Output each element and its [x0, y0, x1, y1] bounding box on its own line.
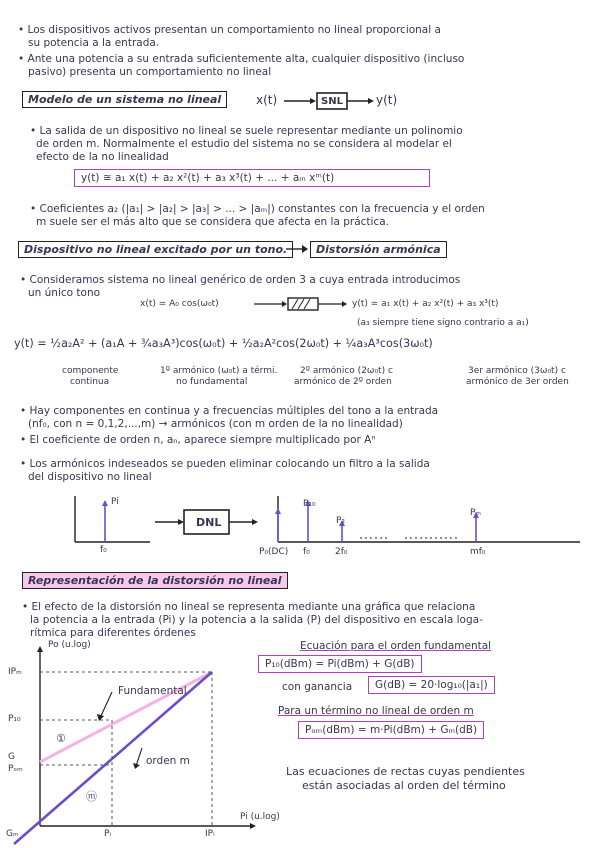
model-p1: • La salida de un dispositivo no lineal se suele representar mediante un polinomio: [30, 125, 463, 137]
spec-in-f: f₀: [100, 545, 107, 555]
harmonic-heading: Distorsión armónica: [310, 241, 447, 258]
tone-b4: • Los armónicos indeseados se pueden eliminar colocando un filtro a la salida: [20, 458, 430, 470]
graph-gm-label: Gₘ: [6, 829, 19, 839]
nl-block-icon: [254, 296, 350, 312]
tone-p1: • Consideramos sistema no lineal genérico de orden 3 a cuya entrada introducimos: [20, 274, 461, 286]
eq-m-box: Pₒₘ(dBm) = m·Pi(dBm) + Gₘ(dB): [298, 721, 484, 739]
p-m-label: Pₘ: [470, 508, 482, 518]
eq-fund-title: Ecuación para el orden fundamental: [300, 640, 492, 652]
graph-g-label: G: [8, 752, 15, 762]
label-h1-a: 1º armónico (ω₀t) a térmi.: [160, 366, 278, 376]
tone-b3: • El coeficiente de orden n, aₙ, aparece siempre multiplicado por Aⁿ: [20, 434, 376, 446]
gain-label: con ganancia: [282, 681, 353, 693]
graph-y-axis: Po (u.log): [48, 640, 91, 650]
label-dc-b: continua: [70, 377, 110, 387]
graph-circle-m: ⓜ: [86, 790, 97, 803]
tone-b2: (nf₀, con n = 0,1,2,...,m) → armónicos (con m orden de la no linealidad): [28, 418, 403, 430]
f-1-label: f₀: [303, 547, 310, 557]
model-formula: y(t) ≅ a₁ x(t) + a₂ x²(t) + a₃ x³(t) + ... + aₘ xᵐ(t): [74, 169, 430, 187]
conclusion-2: están asociadas al orden del término: [302, 779, 506, 792]
label-h3-a: 3er armónico (3ω₀t) c: [468, 366, 566, 376]
intro-line-3: • Ante una potencia a su entrada suficientemente alta, cualquier dispositivo (incluso: [18, 53, 465, 65]
repr-p3: rítmica para diferentes órdenes: [30, 627, 196, 639]
intro-line-4: pasivo) presenta un comportamiento no lineal: [28, 66, 272, 78]
tone-b1: • Hay componentes en continua y a frecuencias múltiples del tono a la entrada: [20, 405, 439, 417]
model-heading: Modelo de un sistema no lineal: [22, 91, 227, 108]
label-h3-b: armónico de 3er orden: [466, 377, 569, 387]
graph-ip-label: IPₘ: [8, 667, 22, 677]
graph-ipi-label: IPᵢ: [205, 829, 215, 839]
snl-block-diagram: [284, 90, 444, 112]
repr-heading: Representación de la distorsión no lineal: [22, 572, 288, 589]
tone-b5: del dispositivo no lineal: [28, 471, 152, 483]
repr-p1: • El efecto de la distorsión no lineal se representa mediante una gráfica que relaciona: [22, 601, 476, 613]
intro-line-2: su potencia a la entrada.: [28, 37, 160, 49]
label-h1-b: no fundamental: [176, 377, 248, 387]
model-p2: de orden m. Normalmente el estudio del sistema no se considera al modelar el: [36, 138, 452, 150]
p-fund-label: P₁₀: [303, 499, 316, 509]
model-coef-1: • Coeficientes a₂ (|a₁| > |a₂| > |a₃| > ... > |aₘ|) constantes con la frecuencia y el orden: [30, 203, 485, 215]
gain-box: G(dB) = 20·log₁₀(|a₁|): [368, 676, 495, 694]
model-x-label: x(t): [256, 93, 278, 107]
tone-eq-out: y(t) = a₁ x(t) + a₂ x²(t) + a₃ x³(t): [352, 299, 499, 309]
model-coef-2: m suele ser el más alto que se considera que afecta en la práctica.: [36, 216, 389, 228]
tone-p2: un único tono: [28, 287, 101, 299]
tone-eq-in: x(t) = A₀ cos(ω₀t): [140, 299, 219, 309]
tone-big-formula: y(t) = ½a₂A² + (a₁A + ¾a₃A³)cos(ω₀t) + ½a₂A²cos(2ω₀t) + ¼a₃A³cos(3ω₀t): [14, 337, 433, 350]
label-h2-a: 2º armónico (2ω₀t) c: [300, 366, 393, 376]
f-2-label: 2f₀: [335, 547, 348, 557]
model-p3: efecto de la no linealidad: [36, 151, 169, 163]
graph-order-label: orden m: [146, 755, 190, 767]
graph-x-axis: Pi (u.log): [240, 812, 280, 822]
p-2-label: P₂: [336, 516, 346, 526]
spec-in-label: Pi: [111, 497, 119, 507]
arrow-icon: [284, 243, 310, 255]
conclusion-1: Las ecuaciones de rectas cuyas pendientes: [286, 765, 525, 778]
graph-fund-label: Fundamental: [118, 685, 187, 697]
graph-pi-label: Pᵢ: [104, 829, 112, 839]
graph-p10-label: P₁₀: [8, 714, 21, 724]
tone-note: (a₃ siempre tiene signo contrario a a₁): [357, 318, 529, 328]
distortion-graph: [0, 640, 270, 848]
intro-line-1: • Los dispositivos activos presentan un comportamiento no lineal proporcional a: [18, 24, 441, 36]
graph-pom-label: Pₒₘ: [8, 764, 23, 774]
eq-m-title: Para un término no lineal de orden m: [278, 705, 474, 717]
snl-label: SNL: [321, 96, 343, 107]
repr-p2: la potencia a la entrada (Pi) y la potencia a la salida (P) del dispositivo en escala loga-: [30, 614, 483, 626]
f-dc-label: P₀(DC): [259, 547, 289, 557]
dnl-label: DNL: [196, 516, 222, 529]
spectrum-diagram: [60, 490, 600, 570]
label-dc-a: componente: [62, 366, 119, 376]
tone-heading: Dispositivo no lineal excitado por un tono.: [18, 241, 293, 258]
eq-fund-box: P₁₀(dBm) = Pi(dBm) + G(dB): [258, 655, 422, 673]
f-m-label: mf₀: [470, 547, 486, 557]
graph-circle-1: ①: [56, 732, 66, 745]
label-h2-b: armónico de 2º orden: [294, 377, 392, 387]
model-y-label: y(t): [376, 93, 398, 107]
